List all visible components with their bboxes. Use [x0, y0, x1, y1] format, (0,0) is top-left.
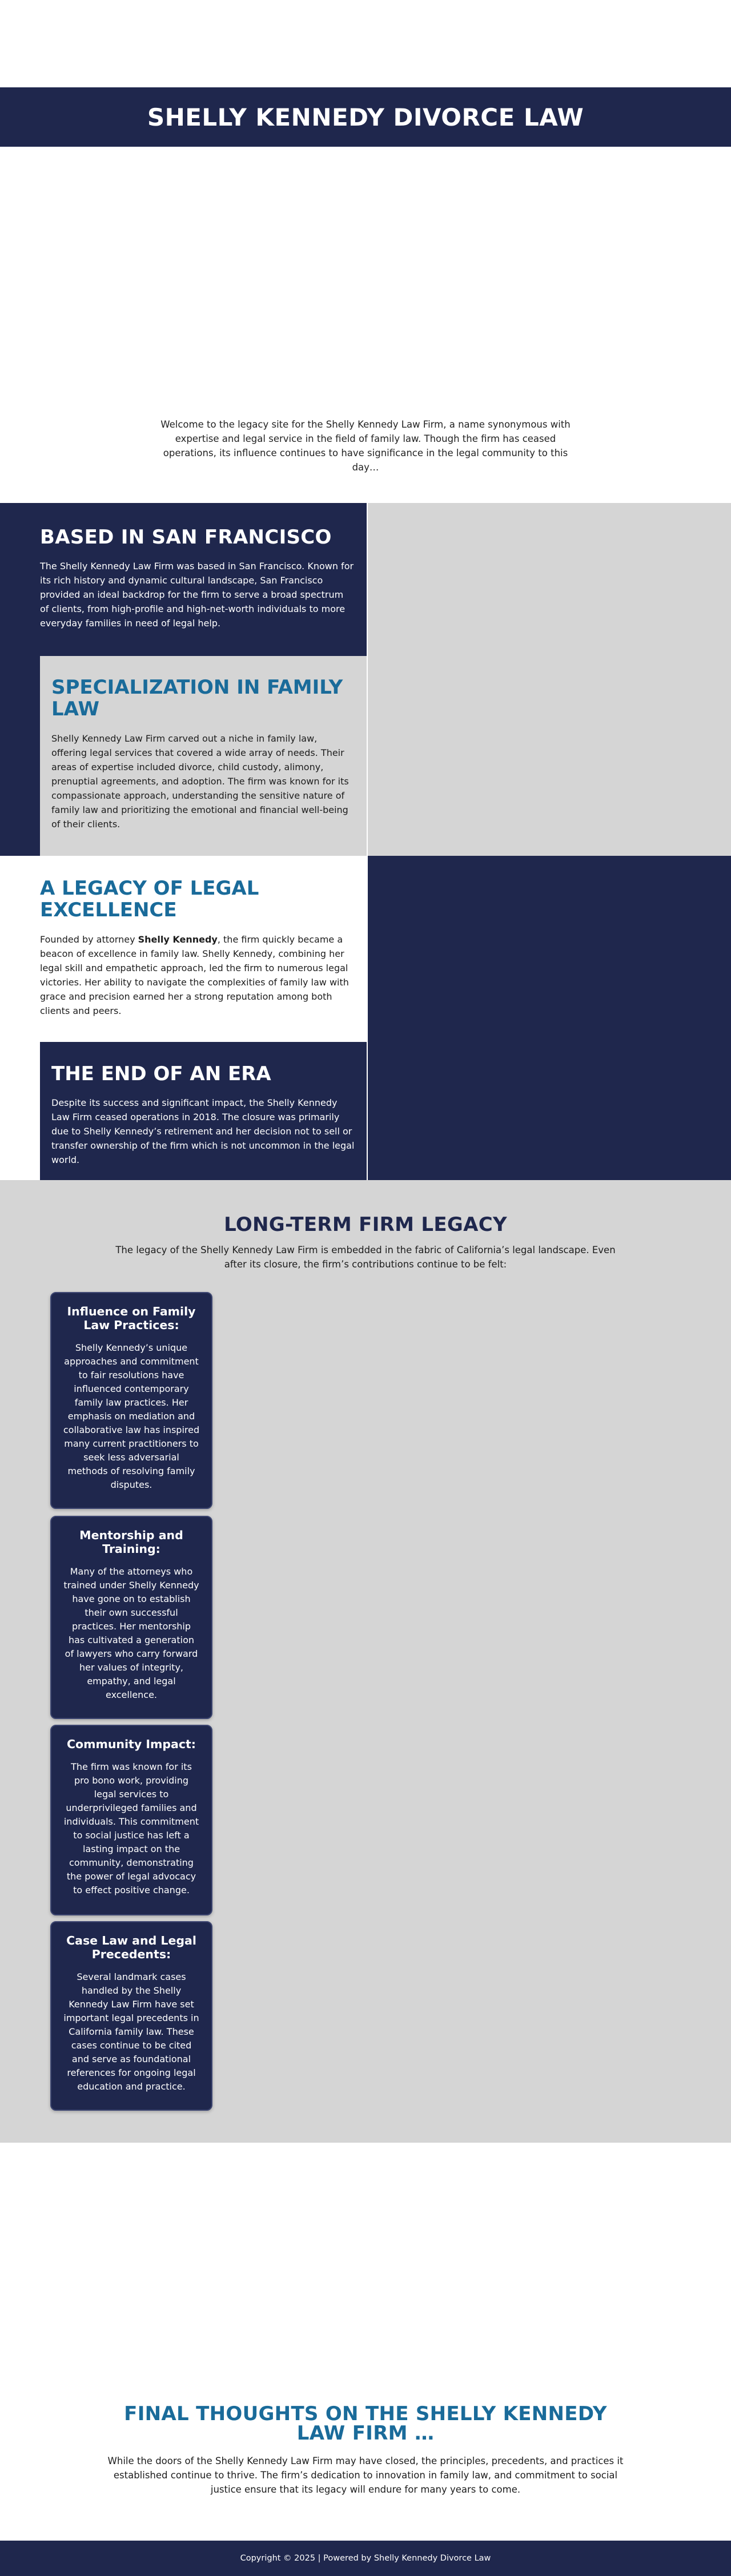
founder-name: Shelly Kennedy — [138, 934, 218, 945]
final-thoughts-section — [0, 2143, 731, 2541]
site-header — [0, 87, 731, 147]
final-thoughts-heading: FINAL THOUGHTS ON THE SHELLY KENNEDY LAW FIRM … — [124, 2402, 607, 2445]
legacy-card-title: Influence on Family Law Practices: — [67, 1305, 196, 1332]
end-of-era-text: Despite its success and significant impact, the Shelly Kennedy Law Firm ceased operations in 2018. The closure was primarily due to Shelly Kennedy’s retirement and her decision not to sell or transfer ownership of the firm which is not uncommon in the legal world. — [51, 1097, 355, 1165]
san-francisco-text: The Shelly Kennedy Law Firm was based in San Francisco. Known for its rich history and dynamic cultural landscape, San Francisco provided an ideal backdrop for the firm to serve a broad spectrum of clients, from high-profile and high-net-worth individuals to more everyday families in need of legal help. — [40, 561, 354, 629]
welcome-text: Welcome to the legacy site for the Shelly Kennedy Law Firm, a name synonymous with expertise and legal service in the field of family law. Though the firm has ceased operations, its influence continues to have significance in the legal community to this day… — [160, 419, 571, 473]
specialization-card — [40, 656, 367, 856]
end-of-era-heading: THE END OF AN ERA — [51, 1062, 271, 1085]
long-term-legacy-section — [0, 1180, 731, 2143]
legacy-card-title: Case Law and Legal Precedents: — [66, 1934, 196, 1961]
legacy-card-text: Shelly Kennedy’s unique approaches and commitment to fair resolutions have influenced contemporary family law practices. Her emphasis on mediation and collaborative law has inspired many current practitioners to seek less adversarial methods of resolving family disputes. — [63, 1342, 200, 1490]
legacy-card-text: Many of the attorneys who trained under Shelly Kennedy have gone on to establish their own successful practices. Her mentorship has cultivated a generation of lawyers who carry forward her values of integrity, empathy, and legal excellence. — [63, 1566, 199, 1700]
legacy-text-end: , the firm quickly became a beacon of excellence in family law. Shelly Kennedy, combining her legal skill and empathetic approach, led the firm to numerous legal victories. Her ability to navigate the complexities of family law with grace and precision earned her a strong reputation among both clients and peers. — [40, 934, 349, 1016]
legacy-card-title: Community Impact: — [66, 1737, 196, 1751]
copyright-text: Copyright © 2025 | Powered by Shelly Kennedy Divorce Law — [240, 2554, 491, 2563]
legacy-card-text: The firm was known for its pro bono work, providing legal services to underprivileged families and individuals. This commitment to social justice has left a lasting impact on the community, demonstrating the power of legal advocacy to effect positive change. — [63, 1761, 199, 1895]
column-divider — [367, 503, 368, 856]
legacy-card-community — [50, 1725, 212, 1915]
legacy-section — [0, 856, 731, 1180]
site-title: SHELLY KENNEDY DIVORCE LAW — [147, 103, 584, 131]
legacy-text-start: Founded by attorney — [40, 934, 138, 945]
san-francisco-block — [40, 526, 354, 630]
legacy-card-text: Several landmark cases handled by the Shelly Kennedy Law Firm have set important legal precedents in California family law. These cases continue to be cited and serve as foundational references for ongoing legal education and practice. — [63, 1971, 199, 2092]
long-term-heading: LONG-TERM FIRM LEGACY — [224, 1213, 507, 1236]
top-whitespace — [0, 0, 731, 87]
legacy-heading: A LEGACY OF LEGAL EXCELLENCE — [40, 877, 259, 921]
end-of-era-card — [40, 1042, 367, 1180]
legacy-card-title: Mentorship and Training: — [79, 1528, 183, 1556]
legacy-card-case-law — [50, 1921, 212, 2111]
specialization-heading: SPECIALIZATION IN FAMILY LAW — [51, 676, 343, 721]
san-francisco-heading: BASED IN SAN FRANCISCO — [40, 526, 332, 549]
legacy-card-mentorship — [50, 1516, 212, 1719]
final-thoughts-text: While the doors of the Shelly Kennedy Law Firm may have closed, the principles, precedents, and practices it established continue to thrive. The firm’s dedication to innovation in family law, and commitment to social justice ensure that its legacy will endure for many years to come. — [107, 2456, 624, 2495]
specialization-text: Shelly Kennedy Law Firm carved out a niche in family law, offering legal services that covered a wide array of needs. Their areas of expertise included divorce, child custody, alimony, prenuptial agreements, and adoption. The firm was known for its compassionate approach, understanding the sensitive nature of family law and prioritizing the emotional and financial well-being of their clients. — [51, 733, 349, 830]
legacy-block — [40, 878, 357, 1018]
legacy-card-influence — [50, 1292, 212, 1509]
site-footer — [0, 2541, 731, 2576]
hero-section — [0, 147, 731, 503]
long-term-intro: The legacy of the Shelly Kennedy Law Firm is embedded in the fabric of California’s legal landscape. Even after its closure, the firm’s contributions continue to be felt: — [115, 1245, 616, 1270]
column-divider — [367, 856, 368, 1180]
legacy-text — [40, 932, 357, 1018]
san-francisco-section — [0, 503, 731, 856]
